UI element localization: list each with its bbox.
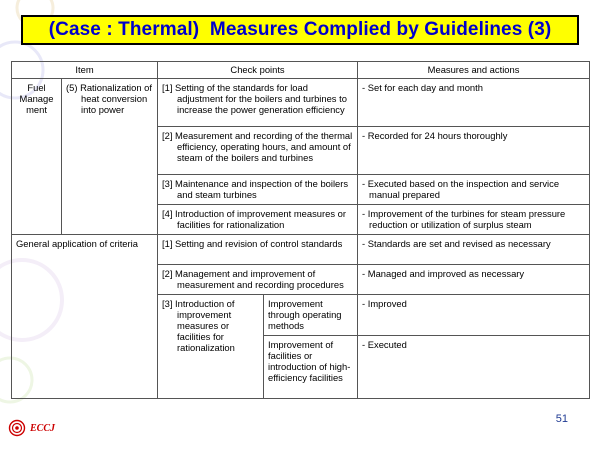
measure: - Set for each day and month xyxy=(358,79,590,127)
measure: - Recorded for 24 hours thoroughly xyxy=(358,127,590,175)
header-measures: Measures and actions xyxy=(358,62,590,79)
check-point: [2] Management and improvement of measurement and recording procedures xyxy=(158,265,358,295)
eccj-emblem-icon xyxy=(8,419,26,437)
eccj-logo xyxy=(8,419,55,437)
measure: - Improvement of the turbines for steam pressure reduction or utilization of surplus steam xyxy=(358,205,590,235)
header-row xyxy=(12,62,590,79)
check-point: [2] Measurement and recording of the thermal efficiency, operating hours, and amount of steam of the boilers and turbines xyxy=(158,127,358,175)
table-row xyxy=(12,79,590,127)
logo-text: ECCJ xyxy=(30,422,56,434)
measure: - Executed based on the inspection and service manual prepared xyxy=(358,175,590,205)
guidelines-table xyxy=(11,61,590,399)
measure: - Standards are set and revised as necessary xyxy=(358,235,590,265)
category-fuel-management: Fuel Manage ment xyxy=(12,79,62,235)
header-item: Item xyxy=(12,62,158,79)
check-point: [1] Setting of the standards for load adjustment for the boilers and turbines to increase the power generation efficiency xyxy=(158,79,358,127)
table-row xyxy=(12,235,590,265)
check-point: [4] Introduction of improvement measures or facilities for rationalization xyxy=(158,205,358,235)
measure: - Managed and improved as necessary xyxy=(358,265,590,295)
page-number: 51 xyxy=(555,413,568,425)
improvement-method: Improvement through operating methods xyxy=(264,295,358,336)
title-banner xyxy=(21,15,579,45)
improvement-method: Improvement of facilities or introduction of high-efficiency facilities xyxy=(264,336,358,399)
check-point: [1] Setting and revision of control standards xyxy=(158,235,358,265)
page-title: (Case : Thermal) Measures Complied by Guidelines (3) xyxy=(48,19,552,40)
measure: - Executed xyxy=(358,336,590,399)
category-general-application: General application of criteria xyxy=(12,235,158,399)
measure: - Improved xyxy=(358,295,590,336)
subitem-rationalization: (5) Rationalization of heat conversion into power xyxy=(62,79,158,235)
check-point: [3] Maintenance and inspection of the boilers and steam turbines xyxy=(158,175,358,205)
header-check-points: Check points xyxy=(158,62,358,79)
check-point-introduction: [3] Introduction of improvement measures or facilities for rationalization xyxy=(158,295,264,399)
